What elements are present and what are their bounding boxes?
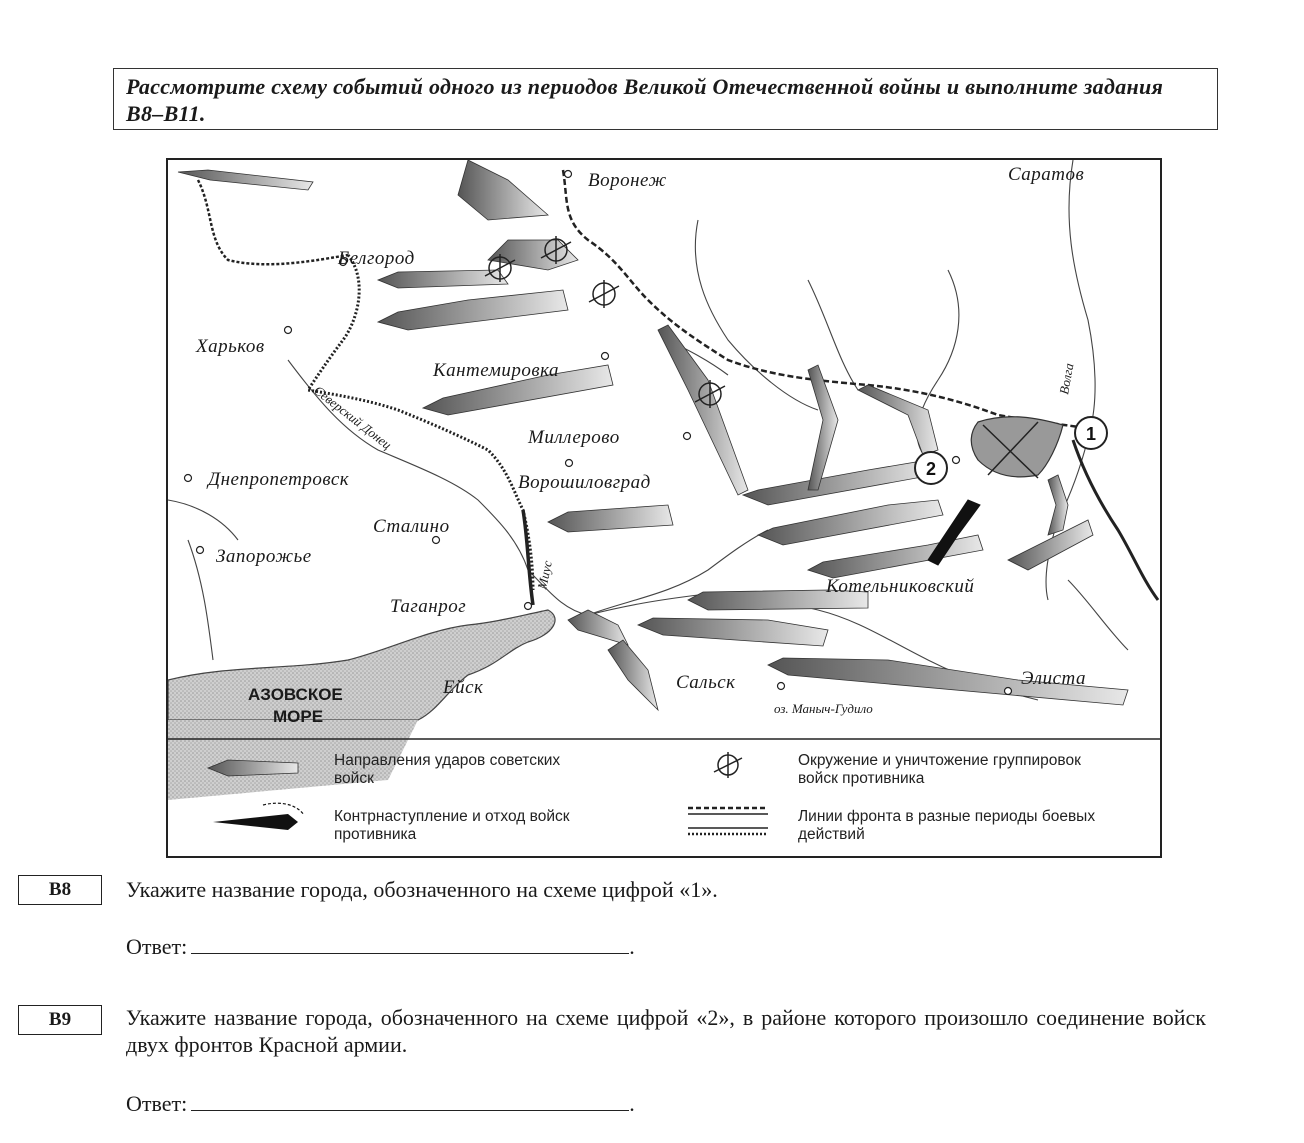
city-kantemirovka: Кантемировка bbox=[433, 360, 560, 381]
intro-text: Рассмотрите схему событий одного из периодов Великой Отечественной войны и выполните задания В8–В11. bbox=[126, 74, 1164, 126]
task-b8-answer-dot: . bbox=[629, 934, 635, 959]
city-belgorod: Белгород bbox=[338, 248, 415, 269]
intro-box bbox=[113, 68, 1218, 130]
city-millerovo: Миллерово bbox=[528, 427, 620, 448]
azov-sea bbox=[168, 610, 555, 720]
city-voronezh: Воронеж bbox=[588, 170, 667, 191]
lake-manych: оз. Маныч-Гудило bbox=[774, 701, 873, 716]
task-b9-label: В9 bbox=[18, 1005, 102, 1035]
city-stalino: Сталино bbox=[373, 516, 450, 537]
city-saratov: Саратов bbox=[1008, 164, 1085, 185]
task-b9-text: Укажите название города, обозначенного на схеме цифрой «2», в районе которого произошло соединение войск двух фронтов Красной армии. bbox=[126, 1005, 1206, 1057]
city-taganrog: Таганрог bbox=[390, 596, 467, 617]
legend-encirclement: Окружение и уничтожение группировок войск противника bbox=[798, 752, 1081, 787]
task-b9-answer bbox=[126, 1090, 635, 1117]
legend-front-lines-text: Линии фронта в разные периоды боевых действий bbox=[798, 808, 1096, 843]
sea-label-1: АЗОВСКОЕ bbox=[248, 685, 343, 704]
city-zaporozhye: Запорожье bbox=[216, 546, 312, 567]
svg-text:1: 1 bbox=[1085, 424, 1097, 444]
front-lines bbox=[198, 170, 1158, 605]
city-kharkov: Харьков bbox=[196, 336, 265, 357]
task-b9-answer-label: Ответ: bbox=[126, 1091, 188, 1116]
legend-counter-arrow bbox=[213, 803, 304, 830]
city-kotelnikovsky: Котельниковский bbox=[826, 576, 975, 597]
svg-text:2: 2 bbox=[925, 459, 937, 479]
river-volga: Волга bbox=[1056, 362, 1077, 396]
legend-arrow-soviet bbox=[208, 760, 298, 776]
legend-counteroffensive: Контрнаступление и отход войск противника bbox=[334, 808, 570, 843]
city-eysk: Ейск bbox=[443, 677, 484, 698]
river-donets: Северский Донец bbox=[311, 382, 395, 453]
river-mius: Миус bbox=[534, 559, 555, 591]
marker-2 bbox=[915, 452, 947, 484]
city-voroshilovgrad: Ворошиловград bbox=[518, 472, 651, 493]
legend-soviet-strikes: Направления ударов советских войск bbox=[334, 752, 561, 787]
sea-label-2: МОРЕ bbox=[273, 707, 324, 726]
task-b8-text: Укажите название города, обозначенного на схеме цифрой «1». bbox=[126, 877, 718, 902]
task-b9-answer-field[interactable] bbox=[191, 1092, 629, 1111]
task-b8-answer bbox=[126, 933, 635, 960]
legend-front-lines bbox=[688, 808, 768, 834]
task-b8-answer-label: Ответ: bbox=[126, 934, 188, 959]
city-salsk: Сальск bbox=[676, 672, 736, 693]
city-dnepropetrovsk: Днепропетровск bbox=[208, 469, 350, 490]
task-b9-answer-dot: . bbox=[629, 1091, 635, 1116]
task-b8-label: В8 bbox=[18, 875, 102, 905]
task-b8-answer-field[interactable] bbox=[191, 935, 629, 954]
encirclement-area-1 bbox=[971, 417, 1063, 477]
marker-1 bbox=[1075, 417, 1107, 449]
city-elista: Элиста bbox=[1021, 668, 1086, 689]
legend-encirclement-icon bbox=[714, 752, 742, 778]
map-frame bbox=[166, 158, 1162, 858]
